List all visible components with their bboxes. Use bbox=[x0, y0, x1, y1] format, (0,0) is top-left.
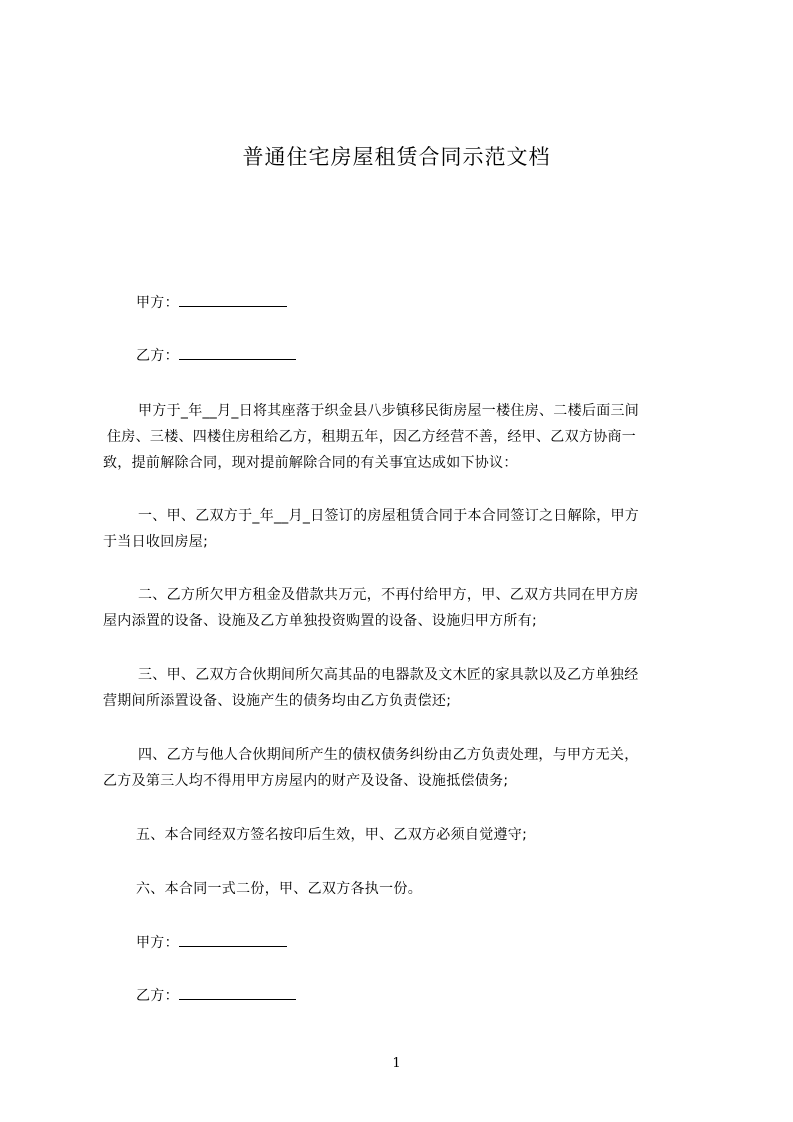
signature-party-b-label: 乙方： bbox=[136, 988, 179, 1004]
party-b-blank bbox=[179, 347, 296, 360]
clause-6-line-1: 六、本合同一式二份，甲、乙双方各执一份。 bbox=[136, 881, 422, 897]
clause-4-line-2: 乙方及第三人均不得用甲方房屋内的财产及设备、设施抵偿债务; bbox=[103, 773, 509, 789]
signature-party-a-label: 甲方： bbox=[136, 935, 179, 951]
party-a-line bbox=[136, 292, 287, 312]
clause-1-line-2: 于当日收回房屋; bbox=[103, 534, 209, 550]
party-b-line bbox=[136, 345, 296, 365]
signature-party-b-blank bbox=[179, 987, 296, 1000]
party-a-label: 甲方： bbox=[136, 295, 179, 311]
intro-line-1: 甲方于_年__月_日将其座落于织金县八步镇移民街房屋一楼住房、二楼后面三间 bbox=[138, 403, 640, 419]
signature-party-b-line bbox=[136, 985, 296, 1005]
clause-2-line-1: 二、乙方所欠甲方租金及借款共万元，不再付给甲方，甲、乙双方共同在甲方房 bbox=[138, 587, 639, 603]
party-a-blank bbox=[179, 294, 287, 307]
party-b-label: 乙方： bbox=[136, 348, 179, 364]
clause-5-line-1: 五、本合同经双方签名按印后生效，甲、乙双方必须自觉遵守; bbox=[136, 827, 528, 843]
intro-line-3: 致，提前解除合同，现对提前解除合同的有关事宜达成如下协议： bbox=[103, 455, 518, 471]
page-number: 1 bbox=[392, 1056, 401, 1071]
clause-3-line-2: 营期间所添置设备、设施产生的债务均由乙方负责偿还; bbox=[103, 693, 452, 709]
signature-party-a-blank bbox=[179, 934, 287, 947]
clause-4-line-1: 四、乙方与他人合伙期间所产生的债权债务纠纷由乙方负责处理，与甲方无关， bbox=[138, 747, 639, 763]
intro-line-2: 住房、三楼、四楼住房租给乙方，租期五年，因乙方经营不善，经甲、乙双方协商一 bbox=[107, 429, 637, 445]
clause-1-line-1: 一、甲、乙双方于_年__月_日签订的房屋租赁合同于本合同签订之日解除，甲方 bbox=[138, 508, 640, 524]
document-title: 普通住宅房屋租赁合同示范文档 bbox=[242, 145, 551, 169]
clause-2-line-2: 屋内添置的设备、设施及乙方单独投资购置的设备、设施归甲方所有; bbox=[103, 613, 538, 629]
signature-party-a-line bbox=[136, 932, 287, 952]
clause-3-line-1: 三、甲、乙双方合伙期间所欠高其品的电器款及文木匠的家具款以及乙方单独经 bbox=[138, 667, 639, 683]
